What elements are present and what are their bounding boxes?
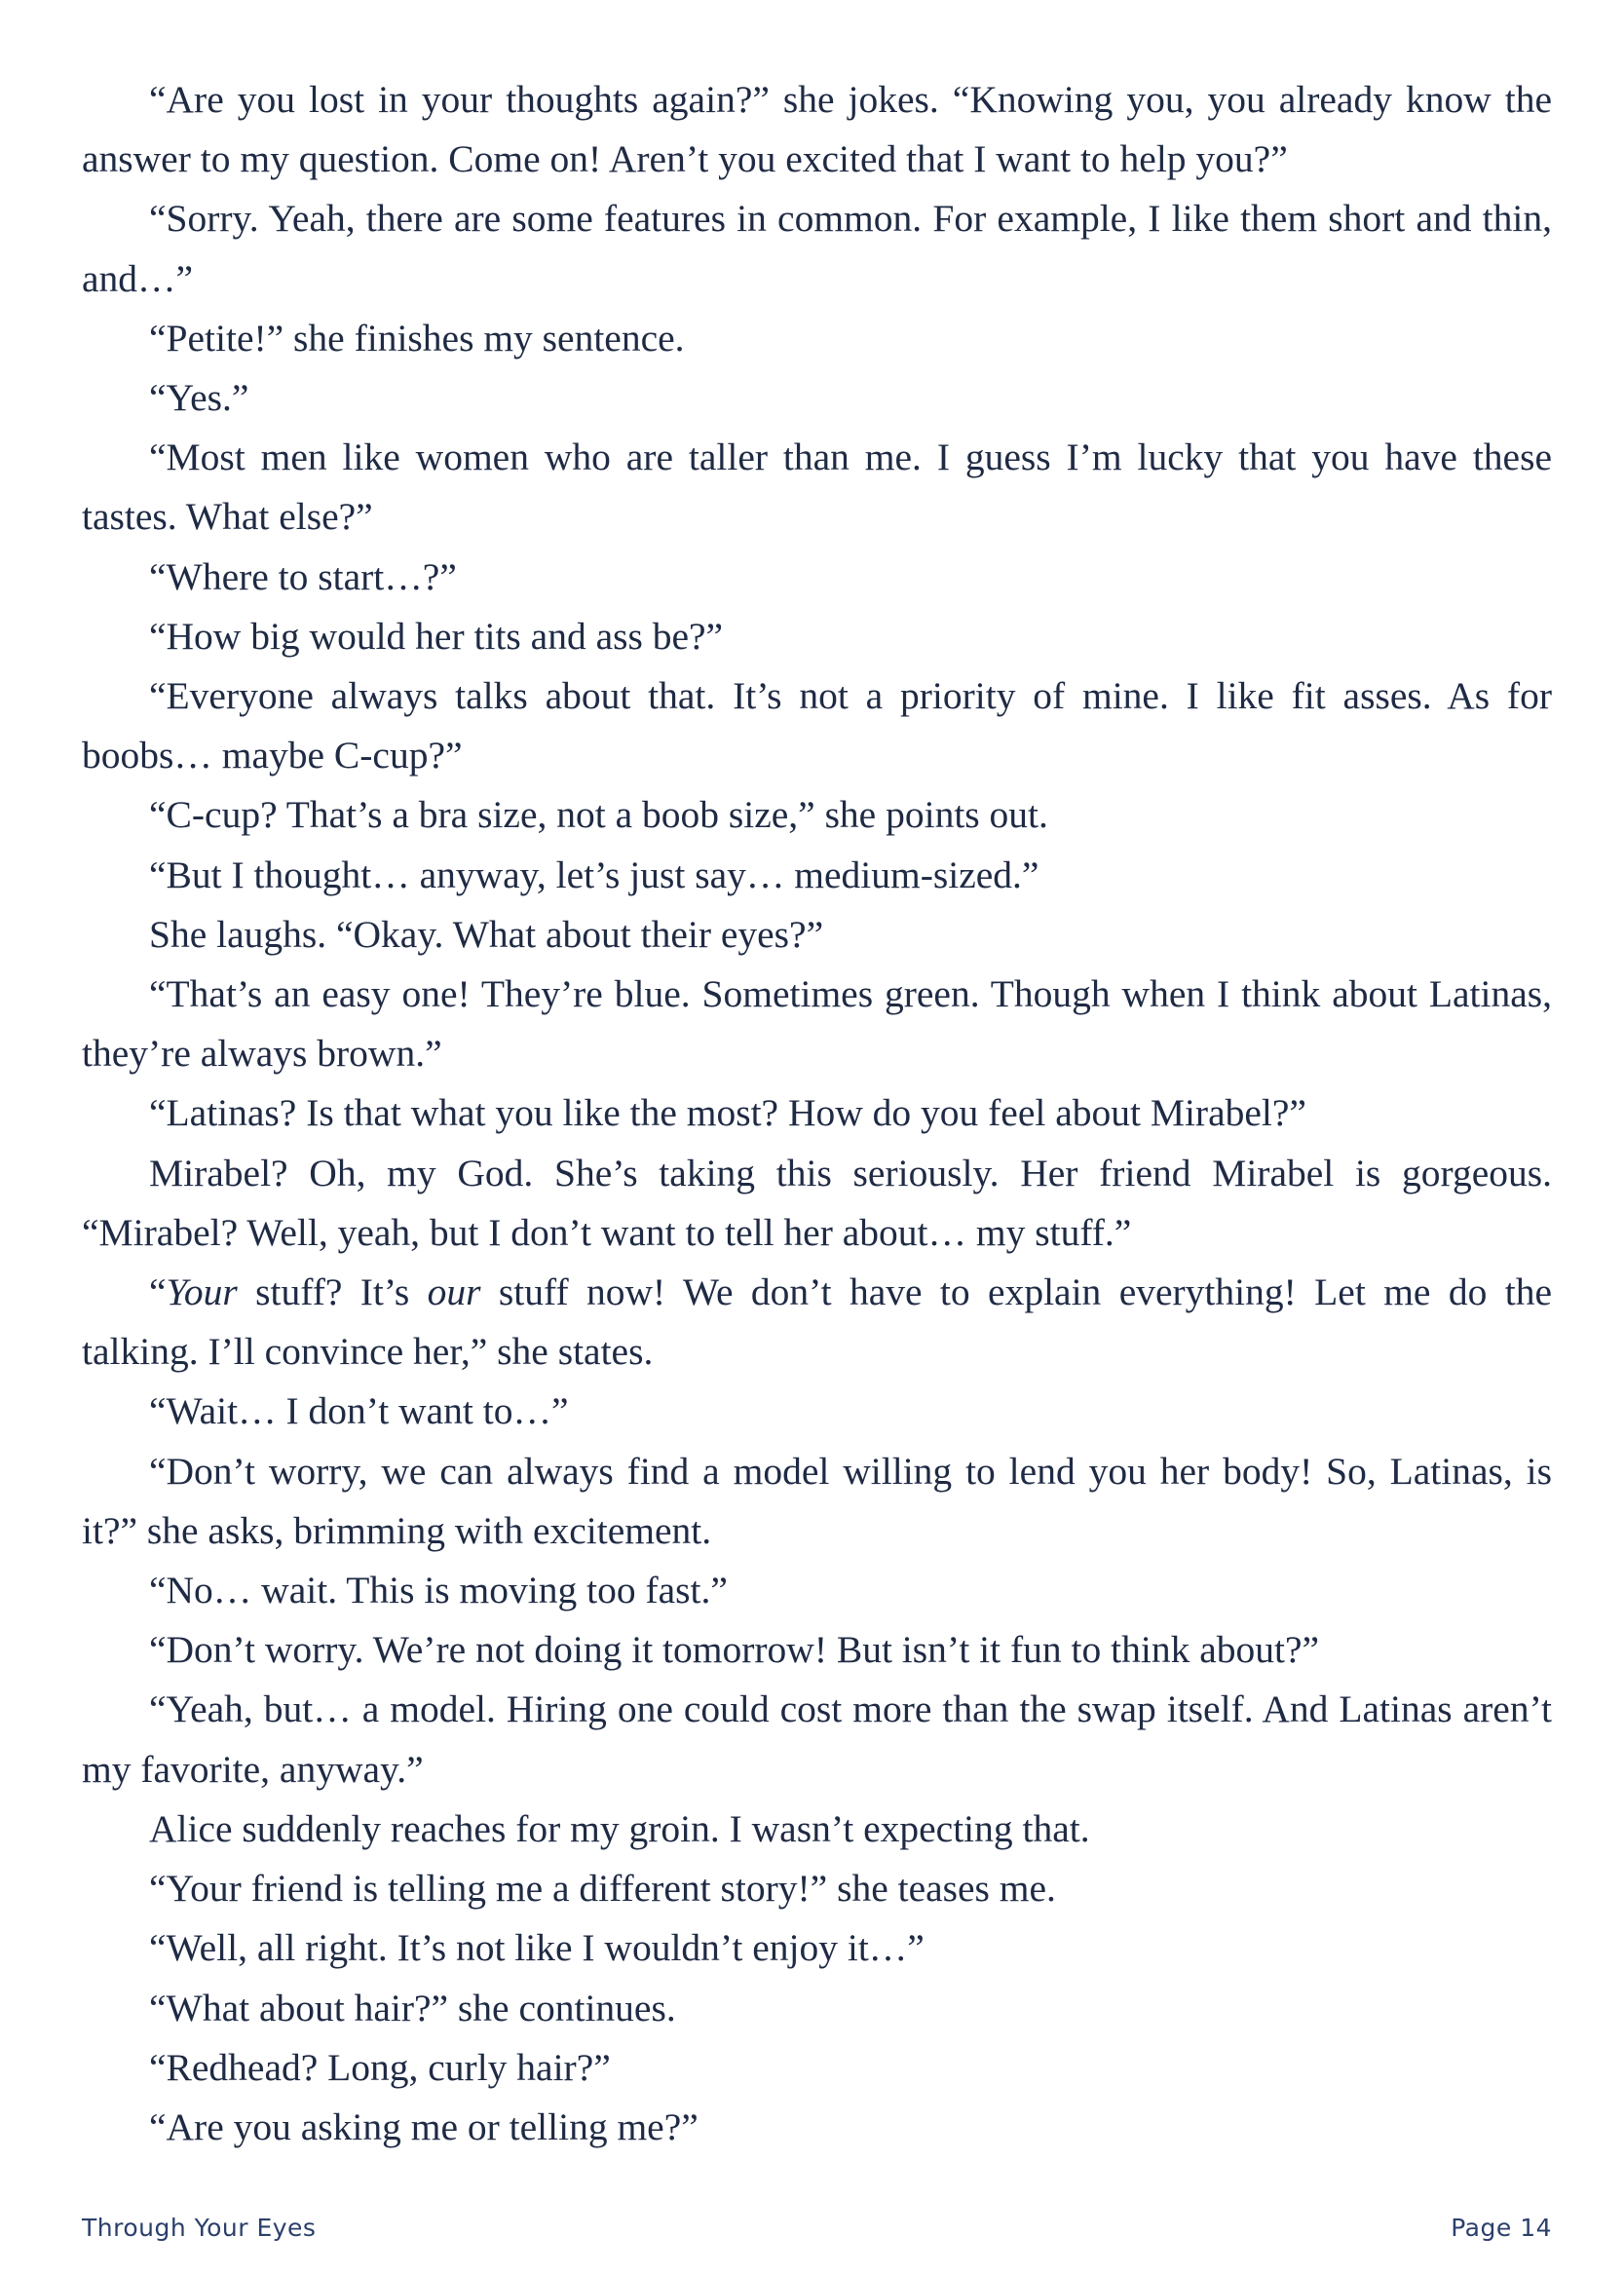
text-run: stuff now! We don’t have to explain everything! Let me do the talking. I’ll convince her,” she states. [82, 1270, 1552, 1374]
text-run: Mirabel? Oh, my God. She’s taking this seriously. Her friend Mirabel is gorgeous. “Mirabel? Well, yeah, but I don’t want to tell her about… my stuff.” [82, 1151, 1552, 1254]
text-run: “Where to start…?” [149, 554, 457, 598]
paragraph [82, 548, 1552, 607]
text-run: “Well, all right. It’s not like I wouldn’t enjoy it…” [149, 1926, 925, 1970]
paragraph [82, 189, 1552, 308]
text-run: “C-cup? That’s a bra size, not a boob size,” she points out. [149, 793, 1048, 837]
text-run: “That’s an easy one! They’re blue. Sometimes green. Though when I think about Latinas, they’re always brown.” [82, 972, 1552, 1076]
paragraph [82, 1083, 1552, 1143]
paragraph [82, 607, 1552, 666]
paragraph [82, 309, 1552, 368]
text-run: “Yes.” [149, 376, 249, 420]
text-run: “No… wait. This is moving too fast.” [149, 1569, 728, 1612]
text-run: “Are you asking me or telling me?” [149, 2104, 699, 2148]
paragraph [82, 1680, 1552, 1799]
text-run: “What about hair?” she continues. [149, 1986, 676, 2029]
paragraph [82, 2098, 1552, 2157]
paragraph [82, 1144, 1552, 1263]
text-run: “Everyone always talks about that. It’s not a priority of mine. I like fit asses. As for boobs… maybe C-cup?” [82, 674, 1552, 777]
footer-book-title: Through Your Eyes [82, 2214, 317, 2242]
body-text [82, 70, 1552, 2157]
text-run: “Petite!” she finishes my sentence. [149, 316, 685, 360]
text-run: “Wait… I don’t want to…” [149, 1389, 569, 1433]
paragraph [82, 1442, 1552, 1561]
paragraph [82, 1382, 1552, 1441]
paragraph [82, 846, 1552, 905]
text-run: “Don’t worry. We’re not doing it tomorrow! But isn’t it fun to think about?” [149, 1628, 1320, 1672]
paragraph [82, 905, 1552, 965]
paragraph [82, 1979, 1552, 2038]
text-run: “ [149, 1270, 167, 1314]
text-run: “Sorry. Yeah, there are some features in common. For example, I like them short and thin, and…” [82, 197, 1552, 300]
text-run: stuff? It’s [237, 1270, 428, 1314]
italic-text: Your [166, 1270, 238, 1314]
paragraph [82, 70, 1552, 189]
text-run: She laughs. “Okay. What about their eyes?” [149, 912, 824, 956]
text-run: “Most men like women who are taller than me. I guess I’m lucky that you have these tastes. What else?” [82, 436, 1552, 539]
text-run: “Are you lost in your thoughts again?” she jokes. “Knowing you, you already know the answer to my question. Come on! Aren’t you excited that I want to help you?” [82, 78, 1552, 181]
paragraph [82, 1800, 1552, 1859]
text-run: “Redhead? Long, curly hair?” [149, 2045, 611, 2089]
text-run: “Don’t worry, we can always find a model willing to lend you her body! So, Latinas, is it?” she asks, brimming with excitement. [82, 1449, 1552, 1552]
paragraph [82, 1263, 1552, 1382]
page-footer [82, 2214, 1552, 2242]
text-run: “How big would her tits and ass be?” [149, 614, 724, 658]
footer-page-number: Page 14 [1451, 2214, 1552, 2242]
paragraph [82, 428, 1552, 547]
italic-text: our [427, 1270, 481, 1314]
text-run: “Your friend is telling me a different story!” she teases me. [149, 1867, 1056, 1911]
paragraph [82, 1918, 1552, 1978]
text-run: “Latinas? Is that what you like the most? How do you feel about Mirabel?” [149, 1091, 1306, 1135]
text-run: “Yeah, but… a model. Hiring one could cost more than the swap itself. And Latinas aren’t my favorite, anyway.” [82, 1687, 1552, 1791]
paragraph [82, 666, 1552, 785]
text-run: “But I thought… anyway, let’s just say… medium-sized.” [149, 853, 1039, 896]
paragraph [82, 368, 1552, 428]
text-run: Alice suddenly reaches for my groin. I wasn’t expecting that. [149, 1806, 1090, 1850]
paragraph [82, 1561, 1552, 1620]
paragraph [82, 1620, 1552, 1680]
paragraph [82, 2038, 1552, 2098]
paragraph [82, 1859, 1552, 1918]
paragraph [82, 785, 1552, 845]
paragraph [82, 965, 1552, 1083]
